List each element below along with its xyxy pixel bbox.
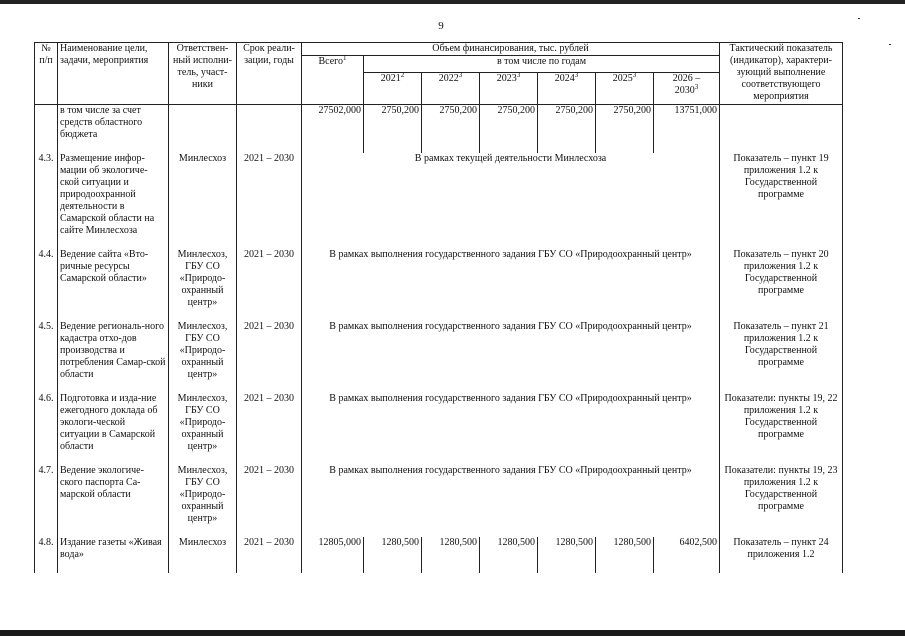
row-year-value: 2750,200: [596, 105, 654, 153]
row-indicator: Показатель – пункт 19 приложения 1.2 к Государственной программе: [720, 153, 843, 249]
row-number: 4.6.: [35, 393, 58, 465]
row-year-value: 6402,500: [654, 537, 720, 573]
header-year: 2021$^2$: [364, 72, 422, 104]
row-period: 2021 – 2030: [237, 537, 302, 573]
row-merged-note: В рамках выполнения государственного задания ГБУ СО «Природоохранный центр»: [302, 321, 720, 393]
row-total: 27502,000: [302, 105, 364, 153]
row-indicator: [720, 105, 843, 153]
row-year-value: 1280,500: [364, 537, 422, 573]
table-row: [35, 105, 843, 153]
header-name: Наименование цели, задачи, мероприятия: [58, 43, 169, 105]
header-funding: Объем финансирования, тыс. рублей: [302, 43, 720, 56]
row-indicator: Показатель – пункт 21 приложения 1.2 к Государственной программе: [720, 321, 843, 393]
row-responsible: Минлесхоз, ГБУ СО «Природо-охранный центр»: [169, 465, 237, 537]
row-period: 2021 – 2030: [237, 153, 302, 249]
row-year-value: 1280,500: [596, 537, 654, 573]
speck: [858, 18, 860, 19]
row-number: 4.3.: [35, 153, 58, 249]
speck: [889, 44, 891, 45]
table-row: [35, 153, 843, 249]
row-merged-note: В рамках выполнения государственного задания ГБУ СО «Природоохранный центр»: [302, 249, 720, 321]
table-row: [35, 249, 843, 321]
header-by-years: в том числе по годам: [364, 56, 720, 73]
row-responsible: [169, 105, 237, 153]
financing-table: [34, 42, 843, 573]
row-period: 2021 – 2030: [237, 393, 302, 465]
bottom-edge: [0, 630, 905, 636]
row-name: Издание газеты «Живая вода»: [58, 537, 169, 573]
row-number: 4.4.: [35, 249, 58, 321]
top-edge: [0, 0, 905, 4]
table-row: [35, 393, 843, 465]
header-resp: Ответствен-ный исполни-тель, участ-ники: [169, 43, 237, 105]
row-responsible: Минлесхоз, ГБУ СО «Природо-охранный центр»: [169, 249, 237, 321]
row-year-value: 2750,200: [364, 105, 422, 153]
row-total: 12805,000: [302, 537, 364, 573]
row-responsible: Минлесхоз: [169, 153, 237, 249]
table-row: [35, 321, 843, 393]
table-row: [35, 537, 843, 573]
row-responsible: Минлесхоз: [169, 537, 237, 573]
header-year: 2023$^3$: [480, 72, 538, 104]
row-indicator: Показатели: пункты 19, 23 приложения 1.2 к Государственной программе: [720, 465, 843, 537]
header-year: 2022$^3$: [422, 72, 480, 104]
row-indicator: Показатели: пункты 19, 22 приложения 1.2 к Государственной программе: [720, 393, 843, 465]
row-number: 4.7.: [35, 465, 58, 537]
table-body: [35, 105, 843, 573]
row-name: Размещение инфор-мации об экологиче-ской ситуации и природоохранной деятельности в Самарской области на сайте Минлесхоза: [58, 153, 169, 249]
row-year-value: 1280,500: [538, 537, 596, 573]
header-year: 2025$^3$: [596, 72, 654, 104]
row-number: [35, 105, 58, 153]
header-year: 2026 – 2030$^3$: [654, 72, 720, 104]
header-indicator: Тактический показатель (индикатор), характери-зующий выполнение соответствующего мероприятия: [720, 43, 843, 105]
row-year-value: 2750,200: [422, 105, 480, 153]
row-indicator: Показатель – пункт 24 приложения 1.2: [720, 537, 843, 573]
header-num: № п/п: [35, 43, 58, 105]
row-year-value: 13751,000: [654, 105, 720, 153]
row-number: 4.5.: [35, 321, 58, 393]
row-name: Подготовка и изда-ние ежегодного доклада об экологи-ческой ситуации в Самарской области: [58, 393, 169, 465]
table-row: [35, 465, 843, 537]
row-indicator: Показатель – пункт 20 приложения 1.2 к Государственной программе: [720, 249, 843, 321]
header-period: Срок реали-зации, годы: [237, 43, 302, 105]
row-period: 2021 – 2030: [237, 465, 302, 537]
row-merged-note: В рамках выполнения государственного задания ГБУ СО «Природоохранный центр»: [302, 465, 720, 537]
row-responsible: Минлесхоз, ГБУ СО «Природо-охранный центр»: [169, 393, 237, 465]
row-year-value: 2750,200: [480, 105, 538, 153]
row-merged-note: В рамках выполнения государственного задания ГБУ СО «Природоохранный центр»: [302, 393, 720, 465]
header-total: Всего$^1$: [302, 56, 364, 105]
row-name: в том числе за счет средств областного бюджета: [58, 105, 169, 153]
row-name: Ведение сайта «Вто-ричные ресурсы Самарской области»: [58, 249, 169, 321]
row-name: Ведение экологиче-ского паспорта Са-марской области: [58, 465, 169, 537]
table-header: [35, 43, 843, 105]
row-responsible: Минлесхоз, ГБУ СО «Природо-охранный центр»: [169, 321, 237, 393]
row-period: 2021 – 2030: [237, 249, 302, 321]
header-year: 2024$^3$: [538, 72, 596, 104]
row-year-value: 1280,500: [422, 537, 480, 573]
row-merged-note: В рамках текущей деятельности Минлесхоза: [302, 153, 720, 249]
row-period: 2021 – 2030: [237, 321, 302, 393]
row-name: Ведение региональ-ного кадастра отхо-дов производства и потребления Самар-ской области: [58, 321, 169, 393]
row-period: [237, 105, 302, 153]
row-year-value: 2750,200: [538, 105, 596, 153]
row-year-value: 1280,500: [480, 537, 538, 573]
row-number: 4.8.: [35, 537, 58, 573]
page-number: 9: [438, 20, 444, 32]
